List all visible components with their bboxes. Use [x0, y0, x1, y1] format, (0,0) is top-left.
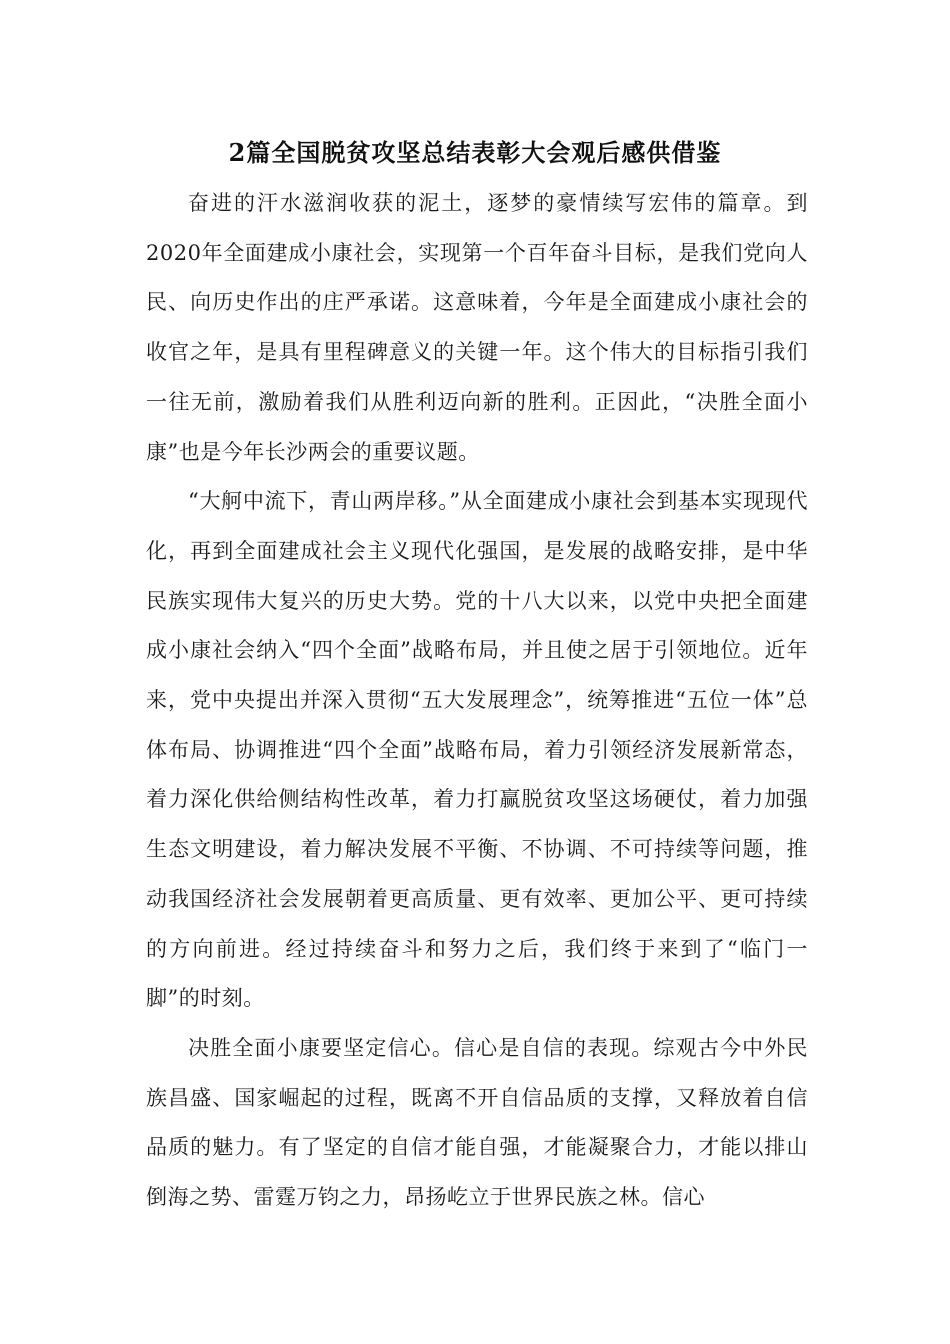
document-body — [146, 179, 808, 1223]
paragraph-2: “大舸中流下，青山两岸移。”从全面建成小康社会到基本实现现代化，再到全面建成社会主义现代化强国，是发展的战略安排，是中华民族实现伟大复兴的历史大势。党的十八大以来，以党中央把全面建成小康社会纳入“四个全面”战略布局，并且使之居于引领地位。近年来，党中央提出并深入贯彻“五大发展理念”，统筹推进“五位一体”总体布局、协调推进“四个全面”战略布局，着力引领经济发展新常态，着力深化供给侧结构性改革，着力打赢脱贫攻坚这场硬仗，着力加强生态文明建设，着力解决发展不平衡、不协调、不可持续等问题，推动我国经济社会发展朝着更高质量、更有效率、更加公平、更可持续的方向前进。经过持续奋斗和努力之后，我们终于来到了“临门一脚”的时刻。 — [146, 489, 808, 1011]
paragraph-3: 决胜全面小康要坚定信心。信心是自信的表现。综观古今中外民族昌盛、国家崛起的过程，既离不开自信品质的支撑，又释放着自信品质的魅力。有了坚定的自信才能自强，才能凝聚合力，才能以排山倒海之势、雷霆万钧之力，昂扬屹立于世界民族之林。信心 — [146, 1035, 808, 1210]
paragraph-1: 奋进的汗水滋润收获的泥土，逐梦的豪情续写宏伟的篇章。到2020年全面建成小康社会，实现第一个百年奋斗目标，是我们党向人民、向历史作出的庄严承诺。这意味着，今年是全面建成小康社会的收官之年，是具有里程碑意义的关键一年。这个伟大的目标指引我们一往无前，激励着我们从胜利迈向新的胜利。正因此，“决胜全面小康”也是今年长沙两会的重要议题。 — [146, 191, 808, 464]
document-title: 2篇全国脱贫攻坚总结表彰大会观后感供借鉴 — [228, 138, 722, 167]
